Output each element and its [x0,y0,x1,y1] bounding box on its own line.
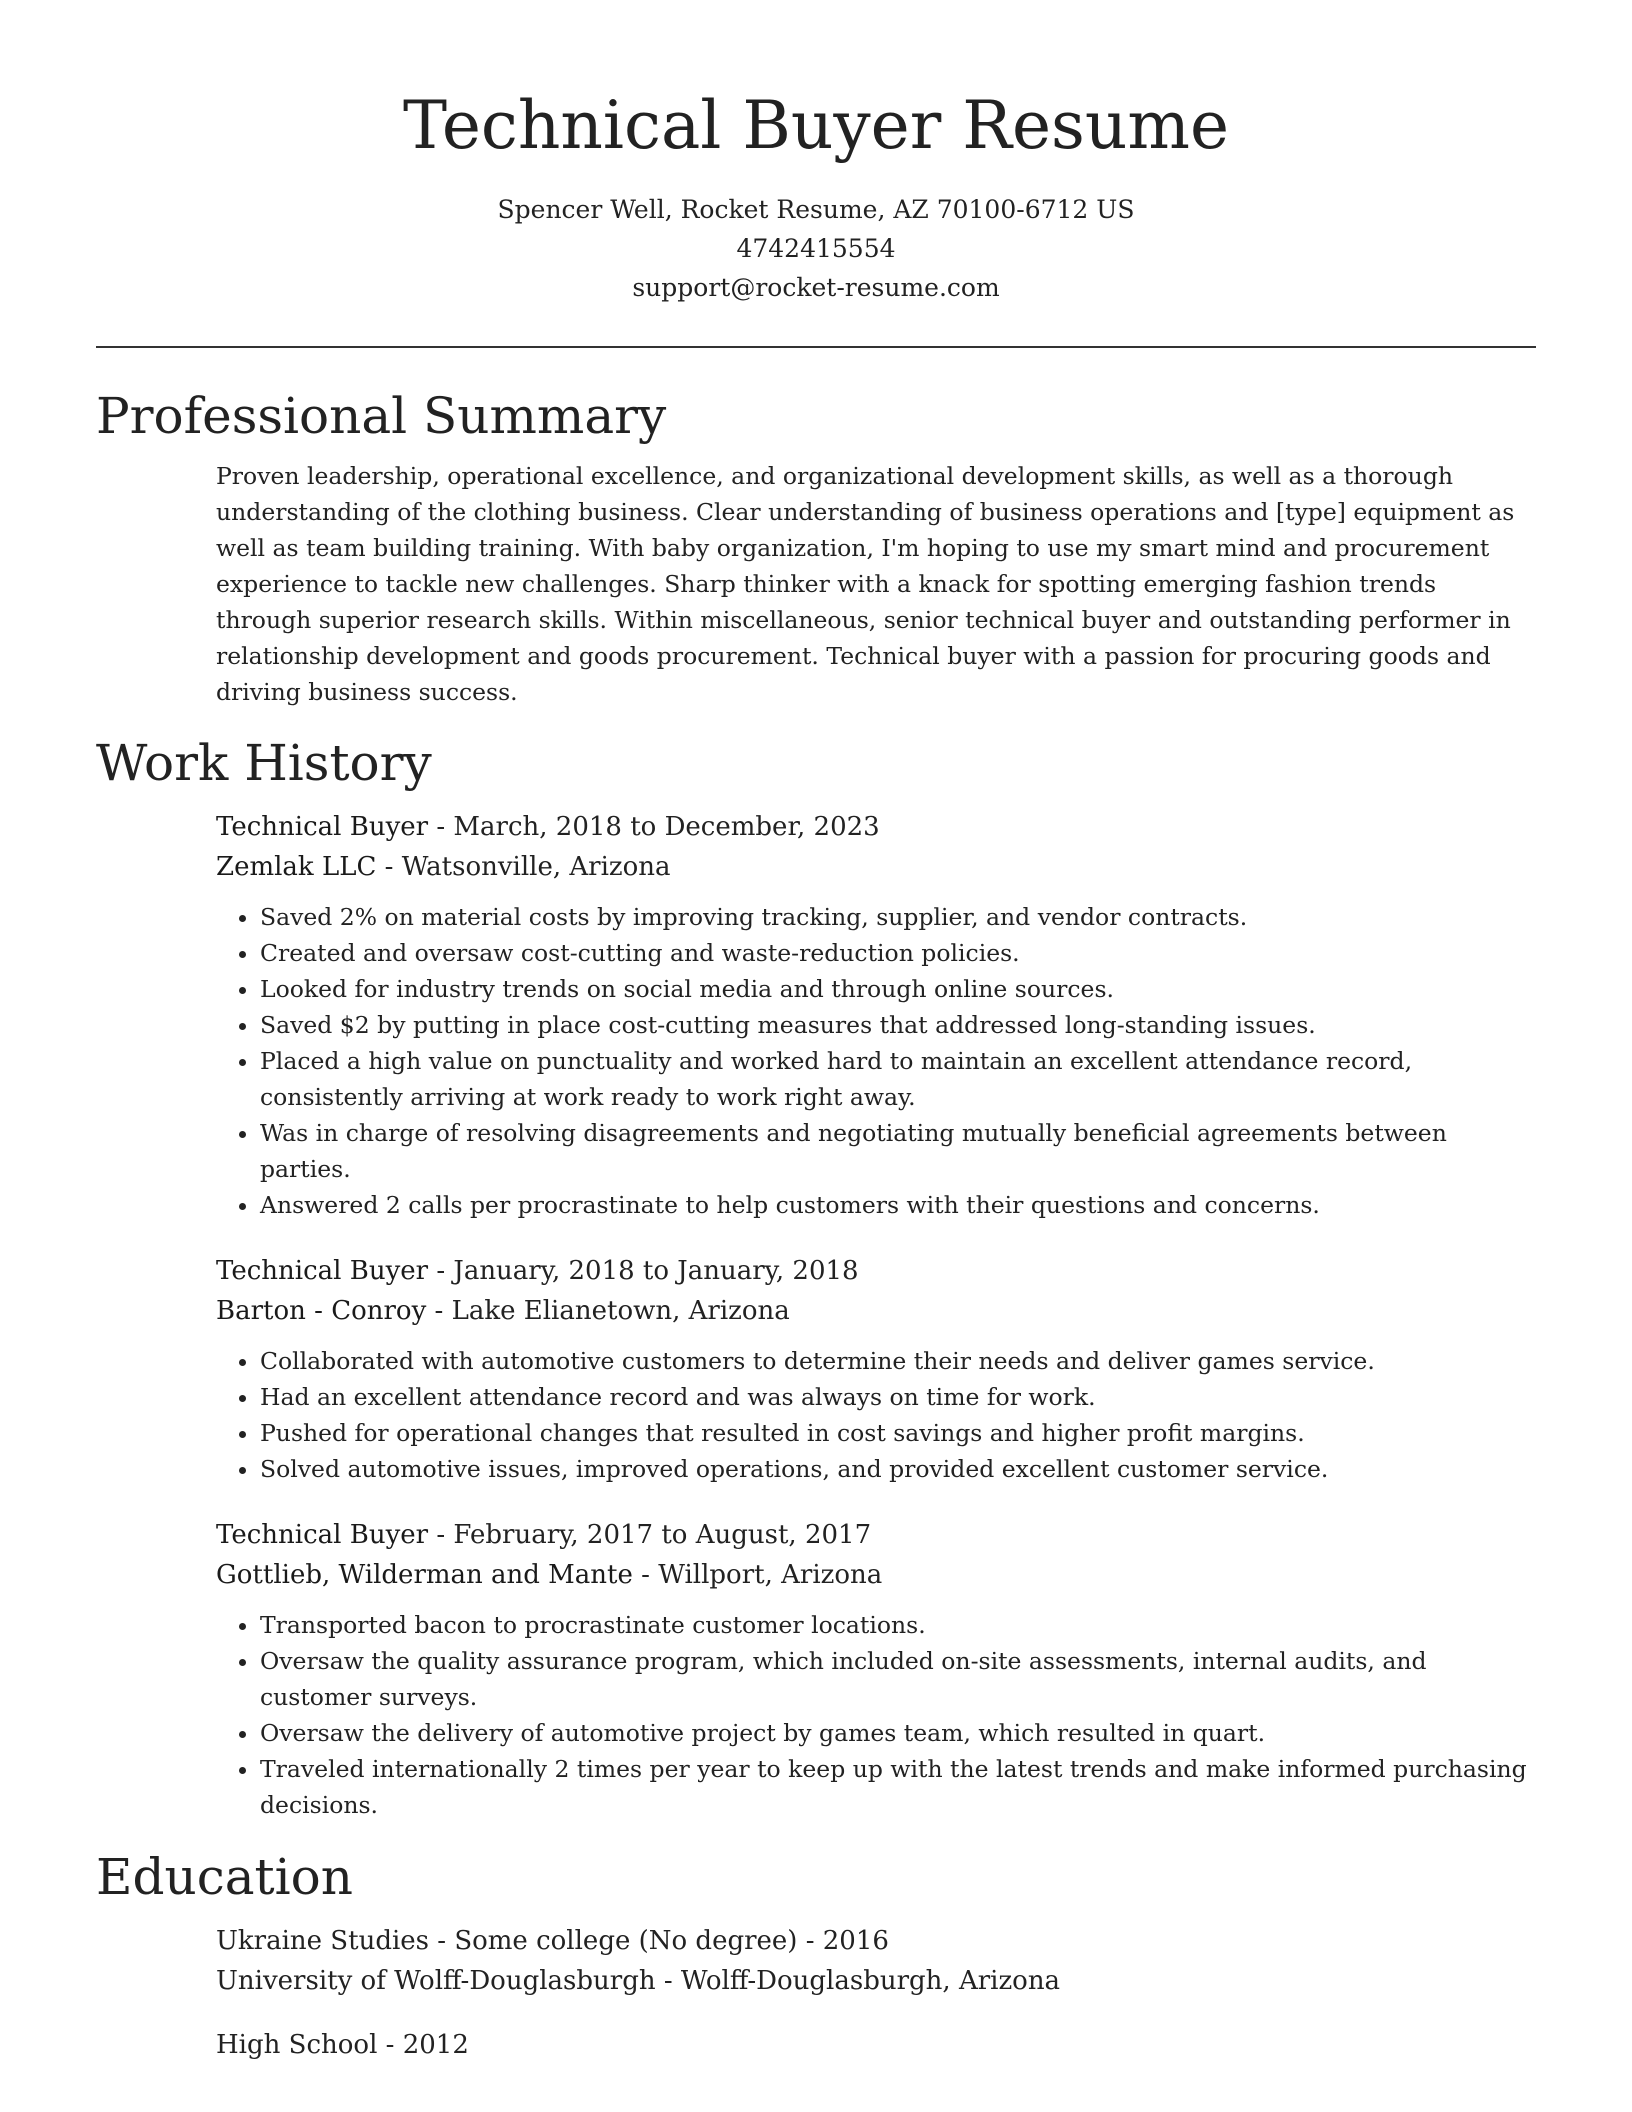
job-bullets [216,899,1536,1223]
list-item: • Saved $2 by putting in place cost-cutting measures that addressed long-standing issues. [260,1007,1536,1043]
education-school-line: University of Wolff-Douglasburgh - Wolff-Douglasburgh, Arizona [216,1966,1061,1996]
job-entry [216,1515,1536,1823]
list-item: • Collaborated with automotive customers to determine their needs and deliver games service. [260,1343,1536,1379]
list-item: • Placed a high value on punctuality and worked hard to maintain an excellent attendance record, consistently arriving at work ready to work right away. [260,1043,1536,1115]
contact-phone: 4742415554 [736,234,896,263]
job-company-line [216,1291,1536,1331]
list-item: • Oversaw the delivery of automotive project by games team, which resulted in quart. [260,1715,1536,1751]
job-dates: - January, 2018 to January, 2018 [428,1256,859,1286]
job-dates: - February, 2017 to August, 2017 [428,1520,872,1550]
list-item: • Oversaw the quality assurance program, which included on-site assessments, internal audits, and customer surveys. [260,1643,1536,1715]
education-section [96,1847,1536,2065]
summary-heading: Professional Summary [96,387,667,445]
resume-title: Technical Buyer Resume [402,87,1230,164]
list-item: • Solved automotive issues, improved operations, and provided excellent customer service. [260,1451,1536,1487]
job-entry [216,1251,1536,1487]
job-title: Technical Buyer [216,1520,429,1550]
job-title: Technical Buyer [216,812,429,842]
summary-text: Proven leadership, operational excellence, and organizational development skills, as well as a thorough understanding of the clothing business. Clear understanding of business operations and [type] equipment as well as team building training. With baby organization, I'm hoping to use my smart mind and procurement experience to tackle new challenges. Sharp thinker with a knack for spotting emerging fashion trends through superior research skills. Within miscellaneous, senior technical buyer and outstanding performer in relationship development and goods procurement. Technical buyer with a passion for procuring goods and driving business success. [216,462,1515,706]
list-item: • Answered 2 calls per procrastinate to help customers with their questions and concerns. [260,1187,1536,1223]
job-company: Barton - Conroy [216,1296,427,1326]
list-item: • Created and oversaw cost-cutting and waste-reduction policies. [260,935,1536,971]
contact-email: support@rocket-resume.com [632,273,1000,302]
list-item: • Pushed for operational changes that resulted in cost savings and higher profit margins. [260,1415,1536,1451]
resume-page [96,0,1536,2065]
list-item: • Traveled internationally 2 times per year to keep up with the latest trends and make informed purchasing decisions. [260,1751,1536,1823]
list-item: • Had an excellent attendance record and was always on time for work. [260,1379,1536,1415]
job-title-line [216,1515,1536,1555]
job-title-line [216,807,1536,847]
education-degree-line: Ukraine Studies - Some college (No degree) - 2016 [216,1926,889,1956]
contact-block [96,190,1536,307]
job-location: - Willport, Arizona [632,1560,883,1590]
job-company-line [216,1555,1536,1595]
summary-section [96,386,1536,710]
job-location: - Watsonville, Arizona [376,852,671,882]
job-company-line [216,847,1536,887]
job-location: - Lake Elianetown, Arizona [426,1296,790,1326]
education-heading: Education [96,1848,353,1906]
header-divider [96,346,1536,348]
education-entry [216,2025,1536,2065]
job-company: Gottlieb, Wilderman and Mante [216,1560,633,1590]
job-company: Zemlak LLC [216,852,377,882]
job-bullets [216,1343,1536,1487]
list-item: • Saved 2% on material costs by improving tracking, supplier, and vendor contracts. [260,899,1536,935]
contact-address: Spencer Well, Rocket Resume, AZ 70100-6712 US [497,195,1135,224]
job-dates: - March, 2018 to December, 2023 [428,812,880,842]
work-history-heading: Work History [96,734,432,792]
work-history-section [96,733,1536,1823]
list-item: • Was in charge of resolving disagreements and negotiating mutually beneficial agreements between parties. [260,1115,1536,1187]
education-entry [216,1921,1536,2001]
job-bullets [216,1607,1536,1823]
resume-header [96,0,1536,307]
list-item: • Transported bacon to procrastinate customer locations. [260,1607,1536,1643]
education-degree-line: High School - 2012 [216,2030,469,2060]
job-entry [216,807,1536,1223]
job-title-line [216,1251,1536,1291]
job-title: Technical Buyer [216,1256,429,1286]
list-item: • Looked for industry trends on social media and through online sources. [260,971,1536,1007]
